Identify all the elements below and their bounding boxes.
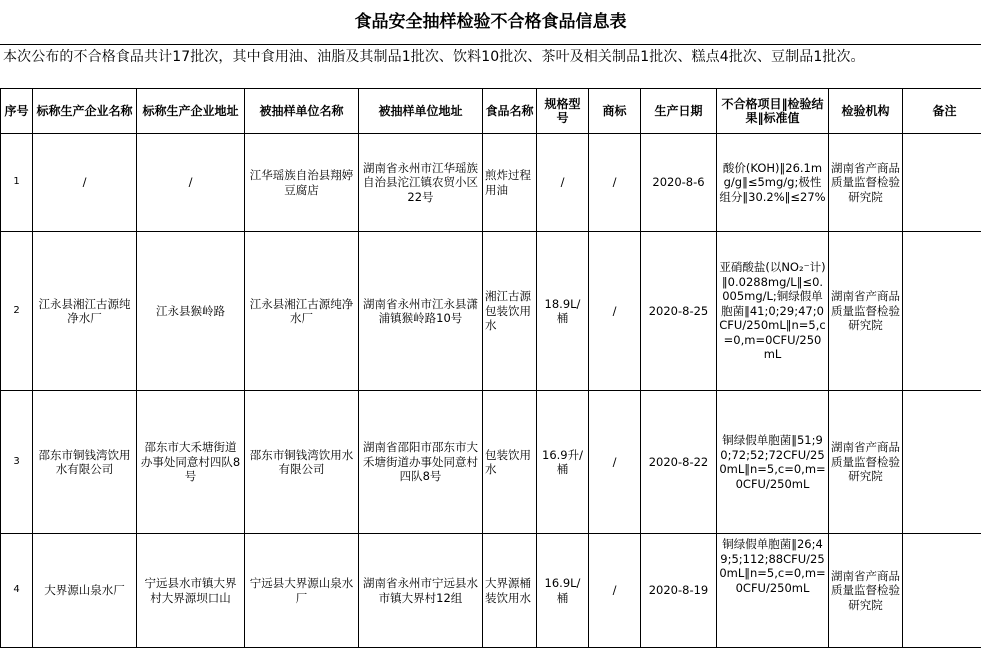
cell-agency: 湖南省产商品质量监督检验研究院 bbox=[829, 232, 903, 391]
cell-sampled-address: 湖南省永州市江华瑶族自治县沱江镇农贸小区22号 bbox=[359, 134, 483, 232]
col-header-producer: 标称生产企业名称 bbox=[33, 89, 137, 134]
table-row bbox=[1, 534, 981, 648]
cell-note bbox=[903, 232, 981, 391]
col-header-production-date: 生产日期 bbox=[641, 89, 717, 134]
cell-note bbox=[903, 134, 981, 232]
col-header-food-name: 食品名称 bbox=[483, 89, 537, 134]
cell-producer: 邵东市铜钱湾饮用水有限公司 bbox=[33, 391, 137, 534]
cell-spec: / bbox=[537, 134, 589, 232]
cell-no: 4 bbox=[1, 534, 33, 648]
cell-brand: / bbox=[589, 134, 641, 232]
col-header-sampled-address: 被抽样单位地址 bbox=[359, 89, 483, 134]
cell-sampled-unit: 江华瑶族自治县翔婷豆腐店 bbox=[245, 134, 359, 232]
cell-sampled-unit: 江永县湘江古源纯净水厂 bbox=[245, 232, 359, 391]
cell-food-name: 煎炸过程用油 bbox=[483, 134, 537, 232]
cell-producer-address: 宁远县水市镇大界村大界源坝口山 bbox=[137, 534, 245, 648]
table-row bbox=[1, 232, 981, 391]
cell-spec: 16.9升/桶 bbox=[537, 391, 589, 534]
cell-sampled-address: 湖南省永州市江永县潇浦镇猴岭路10号 bbox=[359, 232, 483, 391]
cell-producer: / bbox=[33, 134, 137, 232]
cell-production-date: 2020-8-25 bbox=[641, 232, 717, 391]
summary-text: 本次公布的不合格食品共计17批次，其中食用油、油脂及其制品1批次、饮料10批次、茶叶及相关制品1批次、糕点4批次、豆制品1批次。 bbox=[0, 44, 981, 88]
cell-production-date: 2020-8-6 bbox=[641, 134, 717, 232]
cell-spec: 16.9L/桶 bbox=[537, 534, 589, 648]
cell-food-name: 大界源桶装饮用水 bbox=[483, 534, 537, 648]
cell-no: 2 bbox=[1, 232, 33, 391]
cell-sampled-unit: 宁远县大界源山泉水厂 bbox=[245, 534, 359, 648]
cell-producer: 江永县湘江古源纯净水厂 bbox=[33, 232, 137, 391]
cell-producer-address: 江永县猴岭路 bbox=[137, 232, 245, 391]
cell-sampled-unit: 邵东市铜钱湾饮用水有限公司 bbox=[245, 391, 359, 534]
cell-result: 亚硝酸盐(以NO₂⁻计)‖0.0288mg/L‖≤0.005mg/L;铜绿假单胞菌‖41;0;29;47;0CFU/250mL‖n=5,c=0,m=0CFU/250mL bbox=[717, 232, 829, 391]
table-row bbox=[1, 134, 981, 232]
cell-food-name: 包装饮用水 bbox=[483, 391, 537, 534]
col-header-spec: 规格型号 bbox=[537, 89, 589, 134]
cell-agency: 湖南省产商品质量监督检验研究院 bbox=[829, 534, 903, 648]
cell-agency: 湖南省产商品质量监督检验研究院 bbox=[829, 134, 903, 232]
cell-result: 铜绿假单胞菌‖26;49;5;112;88CFU/250mL‖n=5,c=0,m=0CFU/250mL bbox=[717, 534, 829, 648]
cell-producer-address: / bbox=[137, 134, 245, 232]
cell-brand: / bbox=[589, 534, 641, 648]
col-header-producer-address: 标称生产企业地址 bbox=[137, 89, 245, 134]
col-header-sampled-unit: 被抽样单位名称 bbox=[245, 89, 359, 134]
cell-no: 3 bbox=[1, 391, 33, 534]
cell-sampled-address: 湖南省永州市宁远县水市镇大界村12组 bbox=[359, 534, 483, 648]
col-header-brand: 商标 bbox=[589, 89, 641, 134]
col-header-no: 序号 bbox=[1, 89, 33, 134]
col-header-note: 备注 bbox=[903, 89, 981, 134]
cell-spec: 18.9L/桶 bbox=[537, 232, 589, 391]
table-header-row bbox=[1, 89, 981, 134]
col-header-result: 不合格项目‖检验结果‖标准值 bbox=[717, 89, 829, 134]
cell-brand: / bbox=[589, 391, 641, 534]
cell-food-name: 湘江古源包装饮用水 bbox=[483, 232, 537, 391]
cell-brand: / bbox=[589, 232, 641, 391]
cell-note bbox=[903, 534, 981, 648]
table-row bbox=[1, 391, 981, 534]
cell-agency: 湖南省产商品质量监督检验研究院 bbox=[829, 391, 903, 534]
cell-no: 1 bbox=[1, 134, 33, 232]
cell-result: 铜绿假单胞菌‖51;90;72;52;72CFU/250mL‖n=5,c=0,m=0CFU/250mL bbox=[717, 391, 829, 534]
cell-production-date: 2020-8-19 bbox=[641, 534, 717, 648]
cell-note bbox=[903, 391, 981, 534]
cell-result: 酸价(KOH)‖26.1mg/g‖≤5mg/g;极性组分‖30.2%‖≤27% bbox=[717, 134, 829, 232]
cell-producer-address: 邵东市大禾塘街道办事处同意村四队8号 bbox=[137, 391, 245, 534]
col-header-agency: 检验机构 bbox=[829, 89, 903, 134]
cell-sampled-address: 湖南省邵阳市邵东市大禾塘街道办事处同意村四队8号 bbox=[359, 391, 483, 534]
cell-production-date: 2020-8-22 bbox=[641, 391, 717, 534]
unqualified-food-table bbox=[0, 88, 981, 648]
cell-producer: 大界源山泉水厂 bbox=[33, 534, 137, 648]
page-title: 食品安全抽样检验不合格食品信息表 bbox=[0, 0, 981, 44]
